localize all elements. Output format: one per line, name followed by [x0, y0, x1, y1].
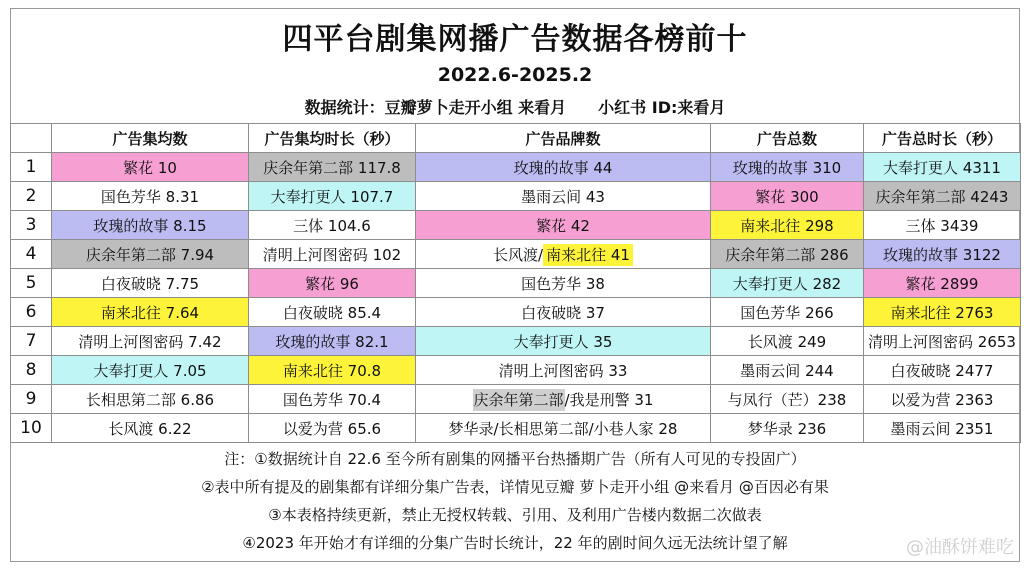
- cell-text-part: 长风渡/: [493, 245, 544, 264]
- source-left: 数据统计：豆瓣萝卜走开小组 来看月: [304, 98, 567, 117]
- rank-cell: 2: [11, 182, 52, 211]
- table-cell: 大奉打更人 35: [416, 327, 711, 356]
- table-cell: 庆余年第二部 117.8: [249, 153, 416, 182]
- rank-cell: 4: [11, 240, 52, 269]
- table-row: [11, 298, 1021, 327]
- rank-cell: 5: [11, 269, 52, 298]
- table-cell: 国色芳华 8.31: [52, 182, 249, 211]
- table-cell: 繁花 96: [249, 269, 416, 298]
- table-cell: 大奉打更人 4311: [864, 153, 1021, 182]
- table-cell: 墨雨云间 43: [416, 182, 711, 211]
- table-row: [11, 211, 1021, 240]
- header-total-ads: 广告总数: [711, 124, 864, 153]
- table-cell: 以爱为营 2363: [864, 385, 1021, 414]
- source-right: 小红书 ID:来看月: [598, 98, 726, 117]
- table-cell: 南来北往 70.8: [249, 356, 416, 385]
- note-line: ③本表格持续更新，禁止无授权转载、引用、及利用广告楼内数据二次做表: [268, 506, 762, 524]
- table-cell: 大奉打更人 282: [711, 269, 864, 298]
- table-cell: 墨雨云间 2351: [864, 414, 1021, 443]
- header-avg-ads: 广告集均数: [52, 124, 249, 153]
- table-cell: 繁花 300: [711, 182, 864, 211]
- table-row: [11, 269, 1021, 298]
- table-cell: [416, 240, 711, 269]
- table-cell: 南来北往 7.64: [52, 298, 249, 327]
- table-cell: 与凤行（芒）238: [711, 385, 864, 414]
- table-cell: 繁花 42: [416, 211, 711, 240]
- table-cell: 白夜破晓 37: [416, 298, 711, 327]
- table-cell: 南来北往 298: [711, 211, 864, 240]
- table-cell: 白夜破晓 7.75: [52, 269, 249, 298]
- header-row: [11, 124, 1021, 153]
- table-cell: 国色芳华 70.4: [249, 385, 416, 414]
- table-row: [11, 327, 1021, 356]
- header-avg-duration: 广告集均时长（秒）: [249, 124, 416, 153]
- table-cell: 大奉打更人 107.7: [249, 182, 416, 211]
- table-cell: 庆余年第二部 7.94: [52, 240, 249, 269]
- table-cell: 梦华录 236: [711, 414, 864, 443]
- table-row: [11, 240, 1021, 269]
- notes-section: [10, 445, 1020, 557]
- table-cell: 三体 104.6: [249, 211, 416, 240]
- header-brands: 广告品牌数: [416, 124, 711, 153]
- table-cell: 清明上河图密码 7.42: [52, 327, 249, 356]
- table-cell: 清明上河图密码 2653: [864, 327, 1021, 356]
- header-total-duration: 广告总时长（秒）: [864, 124, 1021, 153]
- rank-cell: 6: [11, 298, 52, 327]
- table-cell: [416, 385, 711, 414]
- table-cell: 庆余年第二部 4243: [864, 182, 1021, 211]
- table-cell: 白夜破晓 85.4: [249, 298, 416, 327]
- table-cell: 三体 3439: [864, 211, 1021, 240]
- rank-cell: 9: [11, 385, 52, 414]
- table-row: [11, 153, 1021, 182]
- table-row: [11, 385, 1021, 414]
- table-cell: 玫瑰的故事 310: [711, 153, 864, 182]
- date-range: 2022.6-2025.2: [437, 64, 593, 86]
- cell-highlight-yellow: 南来北往 41: [543, 244, 633, 266]
- table-cell: 清明上河图密码 102: [249, 240, 416, 269]
- table-cell: 国色芳华 266: [711, 298, 864, 327]
- table-cell: 玫瑰的故事 8.15: [52, 211, 249, 240]
- rank-cell: 10: [11, 414, 52, 443]
- rank-cell: 1: [11, 153, 52, 182]
- rank-cell: 7: [11, 327, 52, 356]
- page-title: 四平台剧集网播广告数据各榜前十: [282, 22, 748, 57]
- table-cell: 清明上河图密码 33: [416, 356, 711, 385]
- table-cell: 玫瑰的故事 3122: [864, 240, 1021, 269]
- table-cell: 长相思第二部 6.86: [52, 385, 249, 414]
- source-line: [0, 95, 1030, 118]
- rank-cell: 8: [11, 356, 52, 385]
- header-rank: [11, 124, 52, 153]
- ranking-table: [10, 123, 1021, 443]
- table-cell: 庆余年第二部 286: [711, 240, 864, 269]
- table-cell: 玫瑰的故事 82.1: [249, 327, 416, 356]
- table-cell: 长风渡 6.22: [52, 414, 249, 443]
- note-line: ②表中所有提及的剧集都有详细分集广告表，详情见豆瓣 萝卜走开小组 @来看月 @百因必有果: [201, 478, 829, 496]
- table-cell: 玫瑰的故事 44: [416, 153, 711, 182]
- table-row: [11, 182, 1021, 211]
- table-row: [11, 356, 1021, 385]
- cell-text-part: /我是刑警 31: [564, 390, 654, 409]
- table-cell: 南来北往 2763: [864, 298, 1021, 327]
- cell-highlight-grey: 庆余年第二部: [473, 390, 564, 409]
- table-cell: 墨雨云间 244: [711, 356, 864, 385]
- table-row: [11, 414, 1021, 443]
- table-cell: 繁花 2899: [864, 269, 1021, 298]
- table-cell: 长风渡 249: [711, 327, 864, 356]
- table-cell: 繁花 10: [52, 153, 249, 182]
- table-cell: 大奉打更人 7.05: [52, 356, 249, 385]
- table-cell: 以爱为营 65.6: [249, 414, 416, 443]
- table-cell: 国色芳华 38: [416, 269, 711, 298]
- note-line: ④2023 年开始才有详细的分集广告时长统计，22 年的剧时间久远无法统计望了解: [242, 534, 788, 552]
- table-cell: 白夜破晓 2477: [864, 356, 1021, 385]
- table-cell: 梦华录/长相思第二部/小巷人家 28: [416, 414, 711, 443]
- rank-cell: 3: [11, 211, 52, 240]
- note-line: 注：①数据统计自 22.6 至今所有剧集的网播平台热播期广告（所有人可见的专投固广）: [224, 450, 806, 468]
- watermark: @油酥饼难吃: [906, 537, 1014, 558]
